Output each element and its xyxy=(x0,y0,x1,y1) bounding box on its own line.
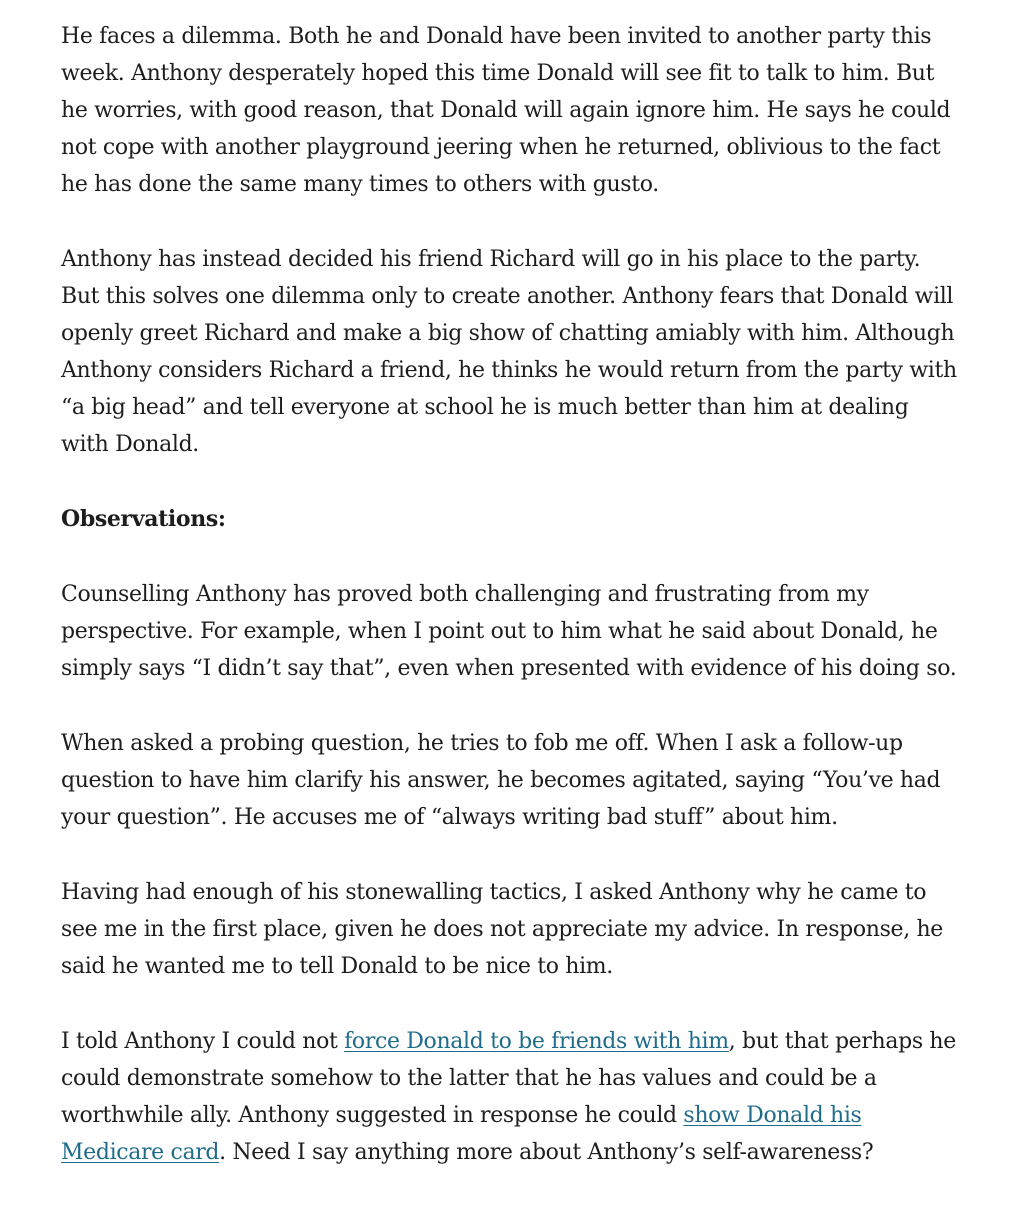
paragraph-richard: Anthony has instead decided his friend Richard will go in his place to the party. But this solves one dilemma only to create another. Anthony fears that Donald will openly greet Richard and make a big show of chatting amiably with him. Although Anthony considers Richard a friend, he thinks he would return from the party with “a big head” and tell everyone at school he is much better than him at dealing with Donald. xyxy=(61,247,957,457)
paragraph-counselling: Counselling Anthony has proved both challenging and frustrating from my perspective. For example, when I point out to him what he said about Donald, he simply says “I didn’t say that”, even when presented with evidence of his doing so. xyxy=(61,582,957,681)
conclusion-text-2: , but that perhaps he could demonstrate somehow to the latter that he has values and could be a worthwhile ally. Anthony suggested in response he could xyxy=(61,1029,956,1128)
paragraph-stonewalling: Having had enough of his stonewalling tactics, I asked Anthony why he came to see me in the first place, given he does not appreciate my advice. In response, he said he wanted me to tell Donald to be nice to him. xyxy=(61,880,943,979)
medicare-card-link[interactable]: show Donald his Medicare card xyxy=(61,1103,862,1165)
conclusion-text-1: I told Anthony I could not xyxy=(61,1029,345,1054)
observations-heading: Observations: xyxy=(61,506,226,532)
paragraph-probing: When asked a probing question, he tries to fob me off. When I ask a follow-up question to have him clarify his answer, he becomes agitated, saying “You’ve had your question”. He accuses me of “always writing bad stuff” about him. xyxy=(61,731,941,830)
article-body xyxy=(61,18,961,1209)
force-donald-link[interactable]: force Donald to be friends with him xyxy=(344,1029,729,1054)
paragraph-conclusion xyxy=(61,1023,961,1171)
paragraph-dilemma: He faces a dilemma. Both he and Donald have been invited to another party this week. Anthony desperately hoped this time Donald will see fit to talk to him. But he worries, with good reason, that Donald will again ignore him. He says he could not cope with another playground jeering when he returned, oblivious to the fact he has done the same many times to others with gusto. xyxy=(61,24,951,197)
conclusion-text-3: . Need I say anything more about Anthony’s self-awareness? xyxy=(219,1140,874,1165)
